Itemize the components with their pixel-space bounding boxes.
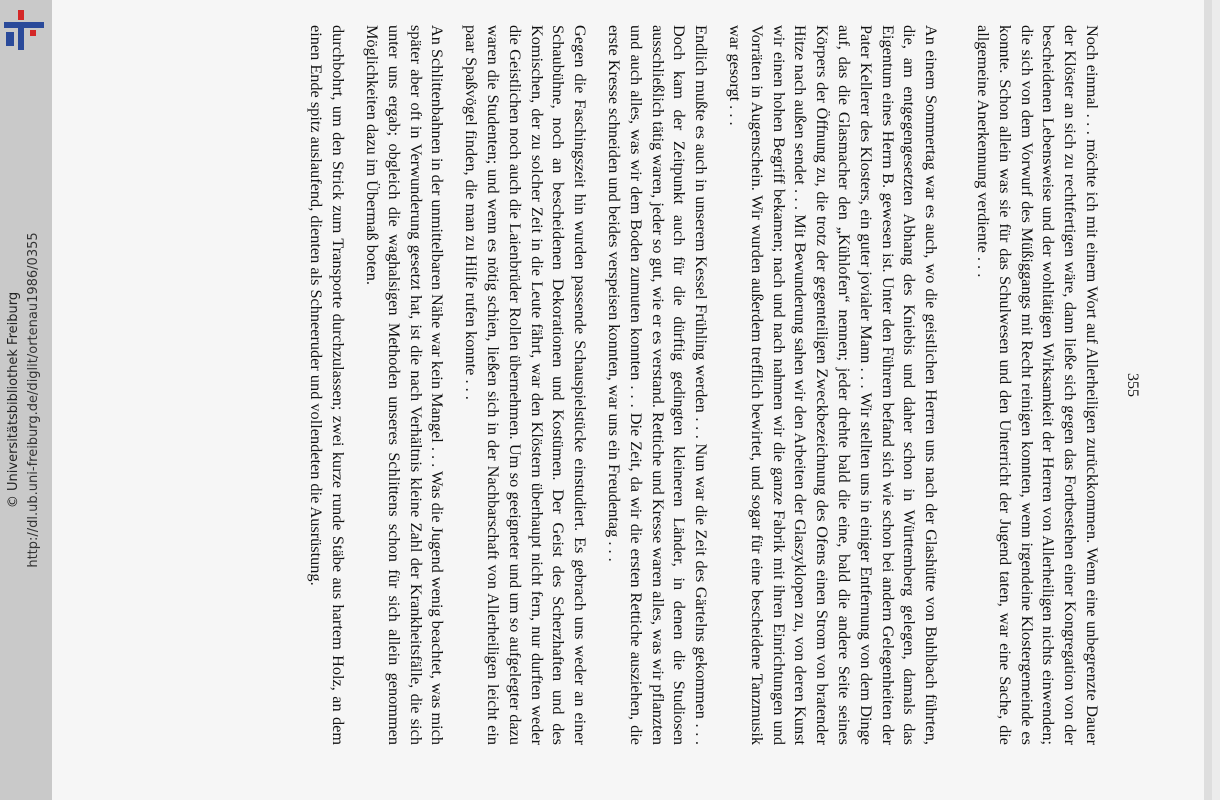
page-text: [294, 25, 1103, 745]
paragraph: durchbohrt, um den Strick zum Transporte durchzulassen; zwei kurze runde Stäbe aus hartem Holz, an dem einen Ende spitz auslaufend, dienten als Schneeruder und vollendeten die Ausrüstung.: [307, 25, 349, 745]
scanned-page: [52, 0, 1212, 800]
viewer-sidebar: [0, 0, 52, 800]
copyright-notice: © Universitätsbibliothek Freiburg: [6, 291, 21, 509]
paragraph: Gegen die Faschingszeit hin wurden passende Schauspielstücke einstudiert. Es gebrach uns weder an einer Schaubühne, noch an bescheidenen Dekorationen und Kostümen. Der Geist des Scherzhaften und des Komischen, der zu solcher Zeit in die Leute fährt, war den Klöstern überhaupt nicht fern, nur durften weder die Geistlichen noch auch die Laienbrüder Rollen übernehmen. Um so geeigneter und um so aufgelegter dazu waren die Studenten; und wenn es nötig schien, ließen sich in der Nachbarschaft von Allerheiligen leicht ein paar Spaßvögel finden, die man zu Hilfe rufen konnte . . .: [462, 25, 591, 745]
paragraph: An einem Sommertag war es auch, wo die geistlichen Herren uns nach der Glashütte von Buhlbach führten, die, am entgegengesetzten Abhang des Kniebis und daher schon in Württemberg gelegen, damals das Eigentum eines Herrn B. gewesen ist. Unter den Führern befand sich wie schon bei andern Gelegenheiten der Pater Kellerer des Klosters, ein guter jovialer Mann . . . Wir stellten uns in einiger Entfernung von dem Dinge auf, das die Glasmacher den „Kühlofen“ nennen; jeder drehte bald die eine, bald die andere Seite seines Körpers der Öffnung zu, die trotz der gegenteiligen Zweckbezeichnung des Ofens einen Strom von bratender Hitze nach außen sendet . . . Mit Bewunderung sahen wir den Arbeiten der Glaszyklopen zu, von deren Kunst wir einen hohen Begriff bekamen; nach und nach nahmen wir die ganze Fabrik mit ihren Einrichtungen und Vorräten in Augenschein. Wir wurden außerdem trefflich bewirtet, und sogar für eine bescheidene Tanzmusik war gesorgt . . .: [726, 25, 942, 745]
source-url[interactable]: http://dl.ub.uni-freiburg.de/diglit/ortenau1986/0355: [26, 232, 41, 568]
rotated-page-content: [126, 25, 1146, 745]
paragraph: An Schlittenbahnen in der unmittelbaren Nähe war kein Mangel . . . Was die Jugend wenig beachtet, was mich später aber oft in Verwunderung gesetzt hat, ist die nach Verhältnis kleine Zahl der Krankheitsfälle, die sich unter uns ergab; obgleich die waghalsigen Methoden unseres Schlittens schon für sich allein genommen Möglichkeiten dazu im Übermaß boten.: [363, 25, 448, 745]
paragraph: Noch einmal . . . möchte ich mit einem Wort auf Allerheiligen zurückkommen. Wenn eine unbegrenzte Dauer der Klöster an sich zu rechtfertigen wäre, dann ließe sich gegen das Fortbestehen einer Kongregation von der bescheidenen Lebensweise und der wohltätigen Wirksamkeit der Herren von Allerheiligen nichts einwenden; die sich von dem Vorwurf des Müßiggangs mit Recht reinigen konnten, wenn irgendeine Klostergemeinde es konnte. Schon allein was sie für das Schulwesen und den Unterricht der Jugend taten, war eine Sache, die allgemeine Anerkennung verdiente . . .: [974, 25, 1102, 745]
paragraph: Endlich mußte es auch in unserem Kessel Frühling werden . . . Nun war die Zeit des Gärtelns gekommen . . . Doch kam der Zeitpunkt auch für die dürftig gedingten kleineren Länder, in denen die Studiosen ausschließlich tätig waren, jeder so gut, wie er es verstand. Rettiche und Kresse waren alles, was wir pflanzten und auch alles, was wir dem Boden zumuten konnten . . . Die Zeit, da wir die ersten Rettiche ausziehen, die erste Kresse schneiden und beides verspeisen konnten, war uns ein Freudentag . . .: [605, 25, 712, 745]
page-edge: [1204, 0, 1212, 800]
page-number: 355: [1124, 373, 1141, 397]
